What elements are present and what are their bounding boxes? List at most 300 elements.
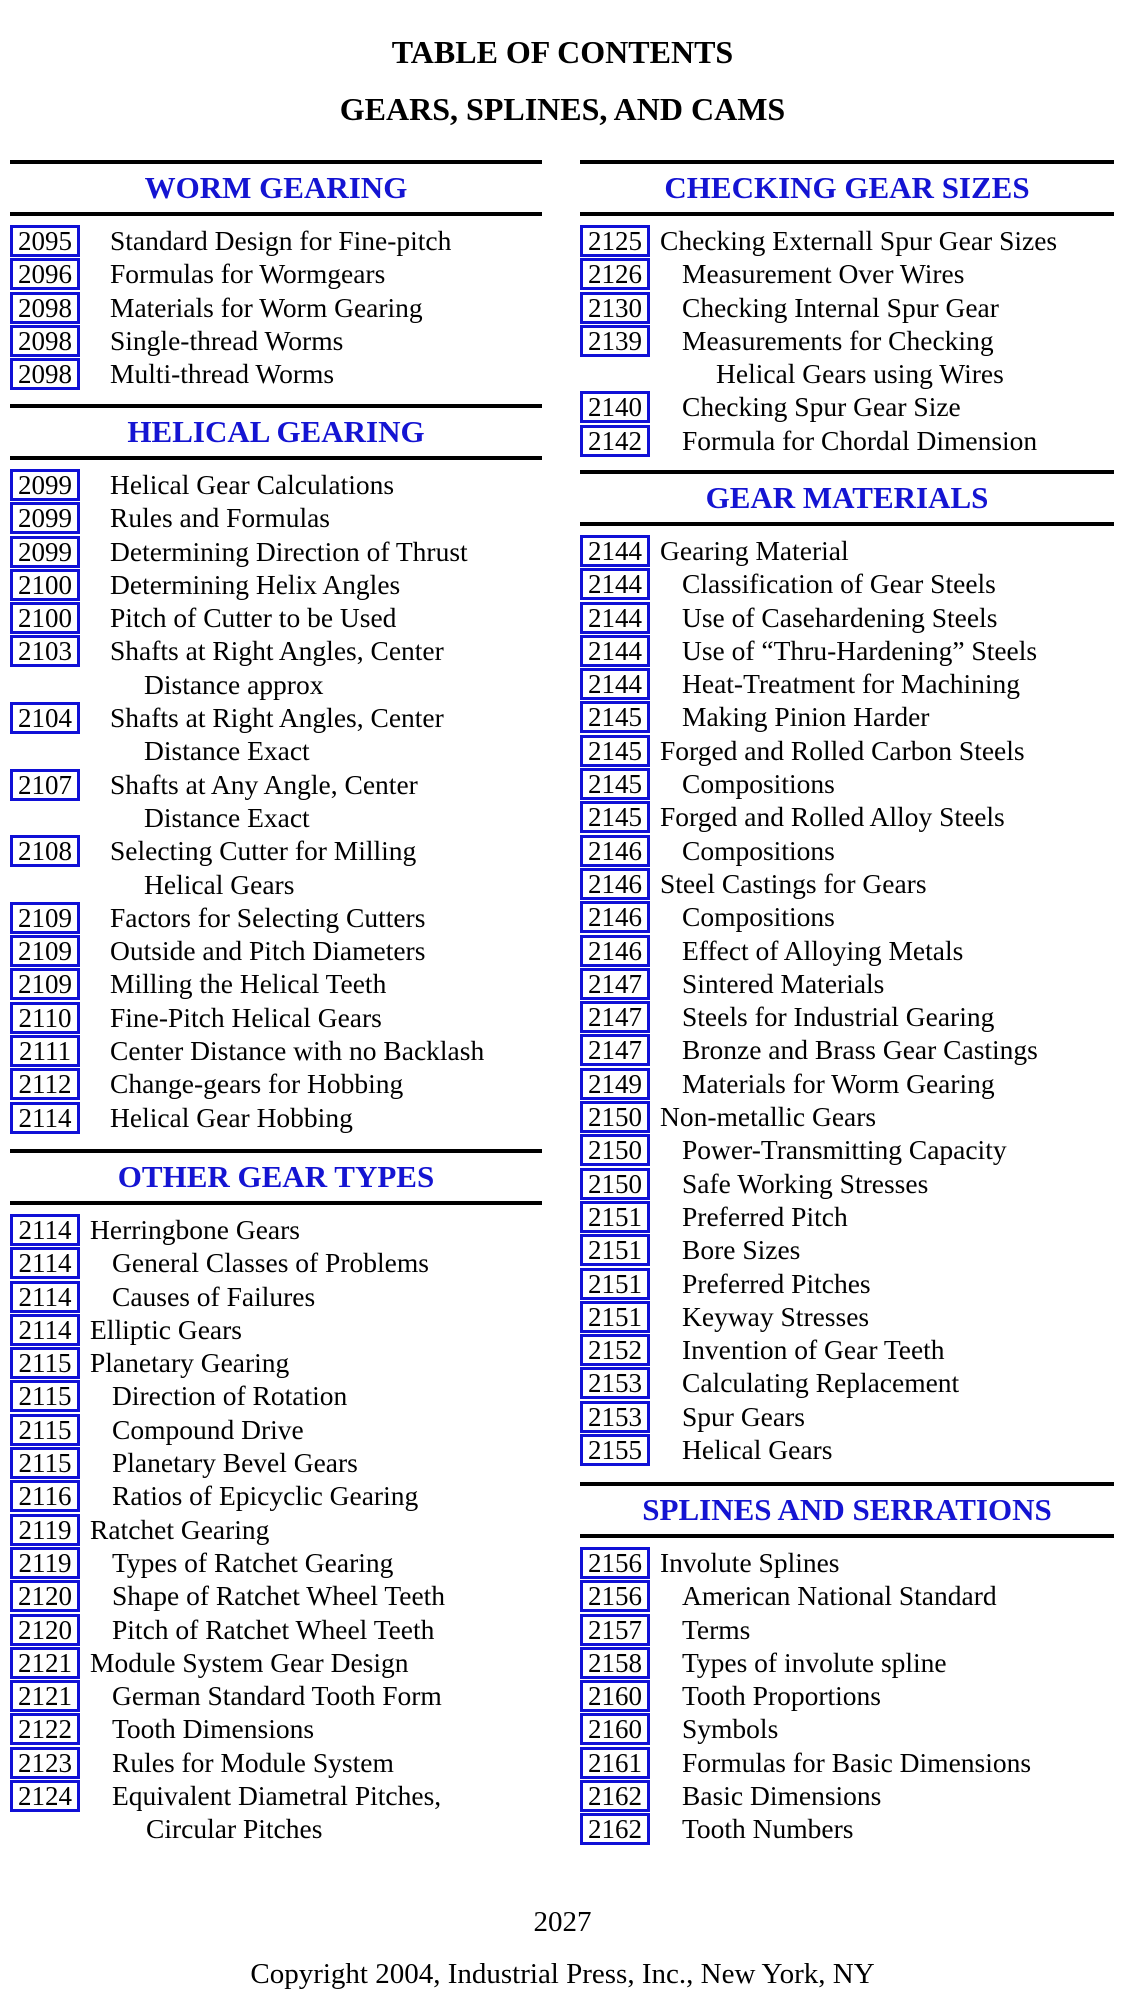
toc-entry[interactable]	[580, 224, 1114, 257]
entry-title	[650, 324, 1004, 391]
page-link[interactable]: 2146	[580, 935, 650, 967]
page-link[interactable]: 2112	[10, 1068, 80, 1100]
page-link[interactable]: 2099	[10, 469, 80, 501]
toc-entry[interactable]	[580, 424, 1114, 457]
page-link[interactable]: 2139	[580, 325, 650, 357]
entry-text: Steel Castings for Gears	[660, 867, 927, 899]
toc-entry[interactable]	[580, 390, 1114, 423]
section-checking-gear-sizes	[580, 160, 1114, 457]
entry-text: Formulas for Basic Dimensions	[682, 1746, 1032, 1778]
toc-entry[interactable]	[580, 867, 1114, 900]
page-link[interactable]: 2100	[10, 602, 80, 634]
entry-text: Tooth Proportions	[682, 1680, 881, 1712]
entry-title	[80, 501, 330, 534]
entry-text: Multi-thread Worms	[110, 358, 335, 390]
entry-text: Preferred Pitches	[682, 1267, 871, 1299]
toc-entry[interactable]	[580, 1679, 1114, 1712]
toc-entry[interactable]	[10, 1579, 542, 1612]
toc-entry[interactable]	[10, 701, 542, 768]
toc-entry[interactable]	[580, 291, 1114, 324]
entry-text: Safe Working Stresses	[682, 1167, 929, 1199]
toc-entry[interactable]	[580, 1779, 1114, 1812]
page-link[interactable]: 2144	[580, 568, 650, 600]
entry-title	[650, 257, 964, 290]
page-link[interactable]: 2145	[580, 735, 650, 767]
toc-entry[interactable]	[580, 1000, 1114, 1033]
entry-list	[580, 1546, 1114, 1846]
toc-entry[interactable]	[580, 1812, 1114, 1845]
entry-title	[80, 1346, 289, 1379]
page-link[interactable]: 2151	[580, 1234, 650, 1266]
toc-entry[interactable]	[580, 534, 1114, 567]
entry-text: Sintered Materials	[682, 967, 885, 999]
section-splines-serrations	[580, 1482, 1114, 1846]
entry-text: Rules and Formulas	[110, 502, 330, 534]
entry-text: Determining Direction of Thrust	[110, 535, 468, 567]
entry-text: Pitch of Ratchet Wheel Teeth	[112, 1613, 435, 1645]
toc-entry[interactable]	[580, 1233, 1114, 1266]
entry-title	[650, 1067, 995, 1100]
entry-text: Module System Gear Design	[90, 1646, 409, 1678]
page-link[interactable]: 2146	[580, 835, 650, 867]
page-link[interactable]: 2119	[10, 1514, 80, 1546]
entry-text: Herringbone Gears	[90, 1214, 300, 1245]
page-link[interactable]: 2161	[580, 1747, 650, 1779]
page-link[interactable]: 2111	[10, 1035, 80, 1067]
page-link[interactable]: 2115	[10, 1380, 80, 1412]
page-link[interactable]: 2147	[580, 1034, 650, 1066]
section-title: SPLINES AND SERRATIONS	[642, 1492, 1052, 1527]
toc-entry[interactable]	[10, 601, 542, 634]
entry-title	[650, 1267, 871, 1300]
entry-text: Invention of Gear Teeth	[682, 1334, 945, 1366]
page-link[interactable]: 2125	[580, 225, 650, 257]
entry-text: Determining Helix Angles	[110, 568, 401, 600]
entry-text: Factors for Selecting Cutters	[110, 901, 426, 933]
toc-entry[interactable]	[580, 1366, 1114, 1399]
page-link[interactable]: 2144	[580, 668, 650, 700]
toc-entry[interactable]	[10, 1746, 542, 1779]
entry-title	[80, 1280, 315, 1313]
entry-text: Standard Design for Fine-pitch	[110, 225, 452, 256]
page-link[interactable]: 2151	[580, 1201, 650, 1233]
toc-entry[interactable]	[10, 1001, 542, 1034]
entry-text: Use of Casehardening Steels	[682, 601, 998, 633]
page-link[interactable]: 2150	[580, 1134, 650, 1166]
entry-title	[650, 291, 999, 324]
toc-entry[interactable]	[10, 357, 542, 390]
page-link[interactable]: 2096	[10, 258, 80, 290]
entry-title	[650, 767, 835, 800]
page-link[interactable]: 2115	[10, 1347, 80, 1379]
toc-entry[interactable]	[580, 1133, 1114, 1166]
entry-text: Basic Dimensions	[682, 1780, 882, 1812]
entry-continuation: Distance Exact	[144, 735, 310, 767]
entry-text: Outside and Pitch Diameters	[110, 935, 426, 967]
entry-title	[650, 1000, 994, 1033]
entry-title	[650, 1100, 876, 1133]
entry-text: Compositions	[682, 901, 835, 933]
toc-entry[interactable]	[580, 1300, 1114, 1333]
entry-title	[650, 934, 963, 967]
entry-title	[650, 1712, 778, 1745]
toc-entry[interactable]	[10, 1446, 542, 1479]
page-link[interactable]: 2124	[10, 1780, 80, 1812]
entry-title	[80, 357, 334, 390]
page-link[interactable]: 2150	[580, 1101, 650, 1133]
section-header	[580, 160, 1114, 216]
entry-text: Calculating Replacement	[682, 1367, 960, 1399]
entry-list	[580, 224, 1114, 457]
entry-title	[650, 1300, 869, 1333]
entry-text: Steels for Industrial Gearing	[682, 1001, 995, 1033]
toc-entry[interactable]	[580, 1579, 1114, 1612]
toc-entry[interactable]	[10, 1101, 542, 1134]
toc-entry[interactable]	[10, 768, 542, 835]
entry-title	[650, 601, 997, 634]
entry-title	[80, 701, 444, 768]
page-link[interactable]: 2114	[10, 1314, 80, 1346]
page-link[interactable]: 2122	[10, 1713, 80, 1745]
toc-entry[interactable]	[10, 1346, 542, 1379]
page-link[interactable]: 2099	[10, 536, 80, 568]
page-link[interactable]: 2158	[580, 1647, 650, 1679]
toc-entry[interactable]	[580, 834, 1114, 867]
toc-entry[interactable]	[10, 1546, 542, 1579]
entry-text: Helical Gear Hobbing	[110, 1101, 353, 1133]
page-link[interactable]: 2160	[580, 1680, 650, 1712]
entry-list	[10, 1213, 542, 1846]
toc-entry[interactable]	[580, 1433, 1114, 1466]
page-link[interactable]: 2115	[10, 1447, 80, 1479]
toc-entry[interactable]	[580, 1100, 1114, 1133]
toc-entry[interactable]	[580, 601, 1114, 634]
page-link[interactable]: 2146	[580, 868, 650, 900]
entry-title	[650, 634, 1037, 667]
toc-entry[interactable]	[580, 700, 1114, 733]
entry-title	[650, 1366, 959, 1399]
page-link[interactable]: 2145	[580, 801, 650, 833]
entry-title	[650, 1546, 840, 1579]
entry-title	[650, 390, 961, 423]
page-link[interactable]: 2156	[580, 1580, 650, 1612]
entry-text: General Classes of Problems	[112, 1247, 429, 1279]
toc-entry[interactable]	[10, 934, 542, 967]
toc-entry[interactable]	[580, 667, 1114, 700]
toc-entry[interactable]	[580, 567, 1114, 600]
page-link[interactable]: 2110	[10, 1002, 80, 1034]
section-header	[10, 404, 542, 460]
entry-text: Direction of Rotation	[112, 1380, 348, 1412]
toc-entry[interactable]	[10, 634, 542, 701]
page-link[interactable]: 2114	[10, 1214, 80, 1246]
page-link[interactable]: 2157	[580, 1614, 650, 1646]
entry-title	[650, 1433, 832, 1466]
entry-text: Tooth Dimensions	[112, 1713, 315, 1745]
entry-title	[80, 1513, 269, 1546]
entry-title	[650, 1133, 1007, 1166]
entry-continuation: Helical Gears	[144, 868, 295, 900]
entry-text: Equivalent Diametral Pitches,	[112, 1780, 442, 1812]
entry-title	[650, 1333, 945, 1366]
entry-text: Effect of Alloying Metals	[682, 934, 964, 966]
page-link[interactable]: 2140	[580, 391, 650, 423]
entry-text: Ratchet Gearing	[90, 1513, 270, 1545]
section-title: GEAR MATERIALS	[705, 480, 989, 515]
entry-text: Gearing Material	[660, 535, 849, 566]
section-helical-gearing	[10, 404, 542, 1134]
entry-text: Materials for Worm Gearing	[110, 291, 423, 323]
toc-entry[interactable]	[580, 734, 1114, 767]
page-link[interactable]: 2123	[10, 1747, 80, 1779]
entry-text: Rules for Module System	[112, 1746, 394, 1778]
page-link[interactable]: 2153	[580, 1401, 650, 1433]
entry-title	[80, 934, 425, 967]
toc-entry[interactable]	[580, 324, 1114, 391]
toc-entry[interactable]	[580, 934, 1114, 967]
toc-entry[interactable]	[10, 324, 542, 357]
section-header	[580, 470, 1114, 526]
entry-title	[80, 1579, 445, 1612]
page-link[interactable]: 2153	[580, 1367, 650, 1399]
entry-text: Checking Internal Spur Gear	[682, 291, 999, 323]
entry-title	[650, 1812, 853, 1845]
entry-title	[650, 567, 996, 600]
page-link[interactable]: 2100	[10, 569, 80, 601]
entry-title	[80, 634, 444, 701]
entry-text: Symbols	[682, 1713, 779, 1745]
page-link[interactable]: 2114	[10, 1281, 80, 1313]
page-link[interactable]: 2150	[580, 1168, 650, 1200]
section-title: HELICAL GEARING	[127, 414, 425, 449]
entry-title	[80, 967, 386, 1000]
page-link[interactable]: 2147	[580, 1001, 650, 1033]
entry-title	[650, 1579, 997, 1612]
entry-text: Center Distance with no Backlash	[110, 1035, 485, 1067]
page-link[interactable]: 2114	[10, 1102, 80, 1134]
page-link[interactable]: 2107	[10, 769, 80, 801]
toc-entry[interactable]	[10, 1679, 542, 1712]
entry-text: Heat-Treatment for Machining	[682, 668, 1021, 700]
toc-entry[interactable]	[10, 257, 542, 290]
page-link[interactable]: 2098	[10, 358, 80, 390]
toc-entry[interactable]	[580, 767, 1114, 800]
entry-text: Formulas for Wormgears	[110, 258, 386, 290]
page-link[interactable]: 2098	[10, 325, 80, 357]
toc-entry[interactable]	[580, 1712, 1114, 1745]
toc-entry[interactable]	[10, 1246, 542, 1279]
page-link[interactable]: 2155	[580, 1434, 650, 1466]
copyright-notice: Copyright 2004, Industrial Press, Inc., New York, NY	[250, 1958, 875, 1990]
section-title: CHECKING GEAR SIZES	[664, 170, 1030, 205]
toc-entry[interactable]	[10, 1379, 542, 1412]
page-link[interactable]: 2116	[10, 1480, 80, 1512]
toc-entry[interactable]	[10, 1646, 542, 1679]
page-link[interactable]: 2146	[580, 901, 650, 933]
entry-title	[80, 257, 385, 290]
entry-title	[80, 1613, 434, 1646]
toc-entry[interactable]	[580, 1167, 1114, 1200]
entry-text: Measurements for Checking	[682, 324, 994, 356]
page-link[interactable]: 2104	[10, 702, 80, 734]
entry-text: Terms	[682, 1613, 751, 1645]
page-link[interactable]: 2098	[10, 292, 80, 324]
entry-title	[80, 1779, 441, 1846]
page-link[interactable]: 2160	[580, 1713, 650, 1745]
page-link[interactable]: 2144	[580, 602, 650, 634]
toc-entry[interactable]	[10, 1034, 542, 1067]
page-link[interactable]: 2156	[580, 1547, 650, 1579]
entry-title	[650, 1400, 805, 1433]
entry-title	[80, 324, 343, 357]
toc-entry[interactable]	[10, 1479, 542, 1512]
page-link[interactable]: 2120	[10, 1614, 80, 1646]
page-link[interactable]: 2095	[10, 225, 80, 257]
page-link[interactable]: 2152	[580, 1334, 650, 1366]
toc-entry[interactable]	[580, 1200, 1114, 1233]
page-link[interactable]: 2130	[580, 292, 650, 324]
page-link[interactable]: 2149	[580, 1068, 650, 1100]
entry-title	[80, 1001, 382, 1034]
page-link[interactable]: 2144	[580, 535, 650, 567]
entry-text: Shape of Ratchet Wheel Teeth	[112, 1580, 446, 1612]
toc-entry[interactable]	[10, 967, 542, 1000]
toc-entry[interactable]	[580, 1333, 1114, 1366]
page-link[interactable]: 2103	[10, 635, 80, 667]
entry-title	[80, 1246, 429, 1279]
page-link[interactable]: 2119	[10, 1547, 80, 1579]
entry-title	[80, 601, 396, 634]
page-link[interactable]: 2126	[580, 258, 650, 290]
toc-entry[interactable]	[580, 1546, 1114, 1579]
toc-entry[interactable]	[580, 257, 1114, 290]
entry-title	[650, 1613, 750, 1646]
toc-entry[interactable]	[580, 1400, 1114, 1433]
toc-entry[interactable]	[580, 800, 1114, 833]
page-link[interactable]: 2109	[10, 968, 80, 1000]
page-link[interactable]: 2145	[580, 701, 650, 733]
entry-list	[10, 224, 542, 390]
entry-text: Causes of Failures	[112, 1280, 316, 1312]
entry-text: Shafts at Right Angles, Center	[110, 702, 444, 734]
toc-entry[interactable]	[10, 1067, 542, 1100]
page-link[interactable]: 2162	[580, 1780, 650, 1812]
entry-text: Measurement Over Wires	[682, 258, 965, 290]
entry-title	[80, 768, 418, 835]
page-link[interactable]: 2151	[580, 1268, 650, 1300]
entry-title	[650, 867, 927, 900]
toc-entry[interactable]	[580, 1746, 1114, 1779]
entry-text: Forged and Rolled Carbon Steels	[660, 734, 1025, 766]
page-link[interactable]: 2145	[580, 768, 650, 800]
toc-entry[interactable]	[10, 834, 542, 901]
page-link[interactable]: 2115	[10, 1414, 80, 1446]
entry-text: Making Pinion Harder	[682, 701, 930, 733]
page-link[interactable]: 2121	[10, 1680, 80, 1712]
entry-title	[650, 424, 1037, 457]
entry-title	[650, 1746, 1031, 1779]
page-link[interactable]: 2099	[10, 502, 80, 534]
toc-entry[interactable]	[10, 1513, 542, 1546]
entry-text: Use of “Thru-Hardening” Steels	[682, 634, 1038, 666]
page-link[interactable]: 2121	[10, 1647, 80, 1679]
toc-entry[interactable]	[580, 900, 1114, 933]
toc-entry[interactable]	[10, 1712, 542, 1745]
entry-text: Pitch of Cutter to be Used	[110, 602, 397, 634]
entry-text: Tooth Numbers	[682, 1813, 854, 1845]
toc-entry[interactable]	[10, 1779, 542, 1846]
entry-title	[80, 1067, 403, 1100]
toc-entry[interactable]	[10, 291, 542, 324]
toc-entry[interactable]	[10, 1413, 542, 1446]
entry-title	[650, 1779, 881, 1812]
page-link[interactable]: 2109	[10, 935, 80, 967]
toc-entry[interactable]	[10, 1280, 542, 1313]
entry-title	[80, 1213, 300, 1246]
page-link[interactable]: 2114	[10, 1247, 80, 1279]
page-link[interactable]: 2142	[580, 425, 650, 457]
entry-continuation: Helical Gears using Wires	[716, 358, 1004, 390]
toc-entry[interactable]	[580, 967, 1114, 1000]
entry-title	[650, 1033, 1038, 1066]
toc-entry[interactable]	[580, 1613, 1114, 1646]
entry-text: Bronze and Brass Gear Castings	[682, 1034, 1038, 1066]
entry-title	[80, 1034, 484, 1067]
entry-title	[650, 667, 1020, 700]
toc-entry[interactable]	[10, 501, 542, 534]
toc-entry[interactable]	[10, 1613, 542, 1646]
page-link[interactable]: 2144	[580, 635, 650, 667]
toc-entry[interactable]	[580, 1646, 1114, 1679]
toc-entry[interactable]	[580, 1067, 1114, 1100]
toc-entry[interactable]	[580, 634, 1114, 667]
toc-entry[interactable]	[10, 1213, 542, 1246]
entry-text: Shafts at Right Angles, Center	[110, 635, 444, 667]
section-title: OTHER GEAR TYPES	[117, 1159, 435, 1194]
entry-text: Materials for Worm Gearing	[682, 1067, 995, 1099]
entry-text: Checking Externall Spur Gear Sizes	[660, 225, 1058, 256]
page-link[interactable]: 2109	[10, 902, 80, 934]
entry-text: Forged and Rolled Alloy Steels	[660, 801, 1005, 833]
entry-title	[650, 1646, 947, 1679]
page-link[interactable]: 2151	[580, 1301, 650, 1333]
entry-title	[650, 1679, 881, 1712]
entry-title	[80, 224, 451, 257]
section-title: WORM GEARING	[144, 170, 408, 205]
toc-entry[interactable]	[10, 468, 542, 501]
entry-text: American National Standard	[682, 1580, 997, 1612]
entry-text: Classification of Gear Steels	[682, 568, 996, 600]
entry-text: Fine-Pitch Helical Gears	[110, 1001, 382, 1033]
entry-title	[80, 535, 468, 568]
entry-text: Compositions	[682, 834, 835, 866]
page-link[interactable]: 2147	[580, 968, 650, 1000]
entry-title	[80, 1479, 418, 1512]
toc-entry[interactable]	[10, 1313, 542, 1346]
page-link[interactable]: 2162	[580, 1813, 650, 1845]
page-link[interactable]: 2108	[10, 835, 80, 867]
page-link[interactable]: 2120	[10, 1580, 80, 1612]
entry-text: Formula for Chordal Dimension	[682, 424, 1038, 456]
toc-entry[interactable]	[580, 1267, 1114, 1300]
entry-text: Involute Splines	[660, 1547, 840, 1578]
toc-entry[interactable]	[10, 535, 542, 568]
toc-entry[interactable]	[10, 568, 542, 601]
toc-entry[interactable]	[10, 224, 542, 257]
toc-entry[interactable]	[10, 901, 542, 934]
toc-entry[interactable]	[580, 1033, 1114, 1066]
entry-text: Compositions	[682, 768, 835, 800]
